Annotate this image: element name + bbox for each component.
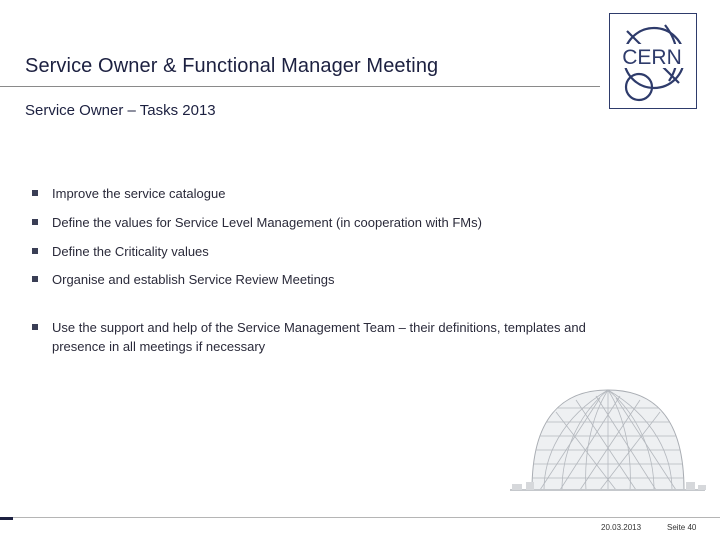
bullet-list [32, 184, 592, 356]
cern-logo [609, 13, 697, 109]
footer-accent-bar [0, 517, 13, 520]
bullet-text: Define the Criticality values [52, 244, 209, 259]
bullet-item [32, 270, 592, 289]
slide-subtitle: Service Owner – Tasks 2013 [25, 102, 216, 119]
bullet-text: Organise and establish Service Review Meetings [52, 272, 335, 287]
bullet-item [32, 318, 592, 356]
bullet-item [32, 213, 592, 232]
bullet-marker [32, 248, 38, 254]
footer-divider [0, 517, 720, 518]
bullet-marker [32, 276, 38, 282]
bullet-text: Improve the service catalogue [52, 186, 226, 201]
bullet-marker [32, 324, 38, 330]
bullet-item [32, 242, 592, 261]
globe-building-image [500, 378, 715, 503]
logo-text: CERN [622, 46, 682, 69]
bullet-text: Define the values for Service Level Management (in cooperation with FMs) [52, 215, 482, 230]
bullet-text: Use the support and help of the Service Management Team – their definitions, templates and presence in all meetings if necessary [52, 320, 586, 354]
title-divider [0, 86, 600, 87]
bullet-marker [32, 190, 38, 196]
slide-title: Service Owner & Functional Manager Meeting [25, 55, 439, 77]
bullet-marker [32, 219, 38, 225]
footer-date: 20.03.2013 [601, 523, 642, 532]
footer-page-number: Seite 40 [667, 523, 697, 532]
bullet-item [32, 184, 592, 203]
